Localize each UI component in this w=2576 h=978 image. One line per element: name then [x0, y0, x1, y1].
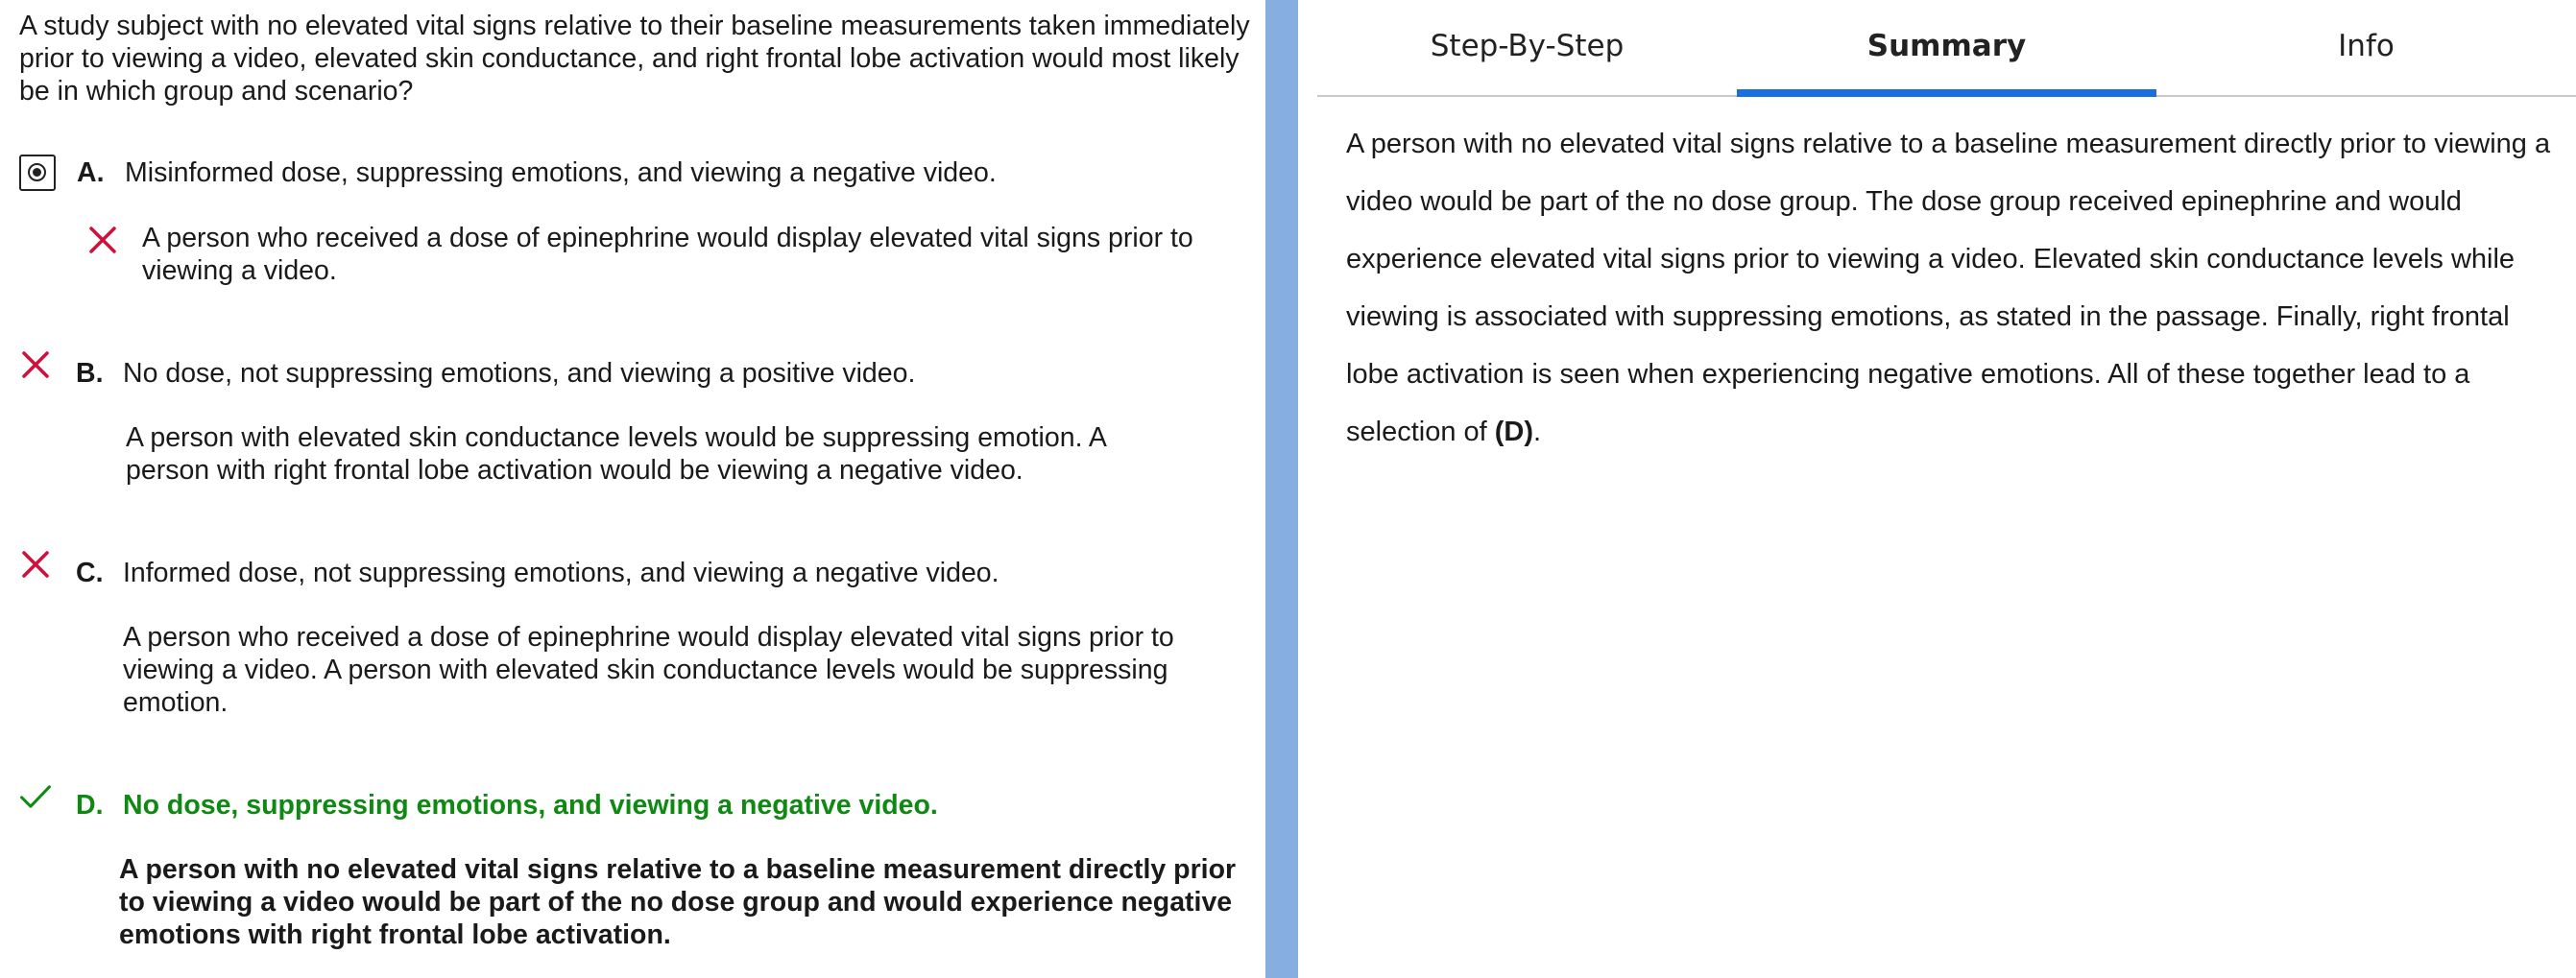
- check-mark-icon: [19, 780, 52, 813]
- choice-a-letter: A.: [77, 157, 105, 188]
- explanation-pane: [1298, 0, 2576, 978]
- choice-c-text[interactable]: Informed dose, not suppressing emotions, and viewing a negative video.: [123, 558, 999, 588]
- x-mark-icon: [19, 548, 52, 581]
- question-text: A study subject with no elevated vital signs relative to their baseline measurements taken immediately prior to viewing a video, elevated skin conductance, and right frontal lobe activation would most likely be in which group and scenario?: [19, 11, 1250, 107]
- choice-d-explanation: A person with no elevated vital signs relative to a baseline measurement directly prior to viewing a video would be part of the no dose group and would experience negative emotions with right frontal lobe activation.: [119, 854, 1237, 950]
- choice-a-text[interactable]: Misinformed dose, suppressing emotions, and viewing a negative video.: [125, 157, 997, 188]
- choice-c-explanation: A person who received a dose of epinephrine would display elevated vital signs prior to viewing a video. A person with elevated skin conductance levels would be suppressing emotion.: [123, 622, 1174, 718]
- choice-a-explanation: A person who received a dose of epinephrine would display elevated vital signs prior to viewing a video.: [142, 223, 1193, 286]
- tab-bar: [1317, 0, 2576, 97]
- tab-summary[interactable]: Summary: [1866, 29, 2027, 63]
- question-pane: [0, 0, 1265, 978]
- choice-b-explanation: A person with elevated skin conductance levels would be suppressing emotion. A person with right frontal lobe activation would be viewing a negative video.: [126, 422, 1106, 486]
- choice-b-letter: B.: [76, 358, 104, 389]
- tab-info[interactable]: Info: [2338, 29, 2395, 63]
- x-mark-icon: [19, 348, 52, 381]
- choice-b-text[interactable]: No dose, not suppressing emotions, and viewing a positive video.: [123, 358, 916, 389]
- radio-selected-icon[interactable]: [19, 155, 56, 191]
- choice-d-text[interactable]: No dose, suppressing emotions, and viewing a negative video.: [123, 790, 938, 821]
- choice-c-letter: C.: [76, 558, 104, 588]
- active-tab-indicator: [1737, 89, 2156, 97]
- tab-step-by-step[interactable]: Step-By-Step: [1430, 29, 1625, 63]
- choice-d-letter: D.: [76, 790, 104, 821]
- pane-divider[interactable]: [1265, 0, 1298, 978]
- summary-end: .: [1533, 417, 1542, 447]
- summary-body: A person with no elevated vital signs relative to a baseline measurement directly prior to viewing a video would be part of the no dose group. The dose group received epinephrine and would experience elevated vital signs prior to viewing a video. Elevated skin conductance levels while viewing is associated with suppressing emotions, as stated in the passage. Finally, right frontal lobe activation is seen when experiencing negative emotions. All of these together lead to a selection of: [1346, 129, 2551, 447]
- summary-text: [1346, 115, 2565, 461]
- summary-answer: (D): [1494, 417, 1534, 447]
- x-mark-icon: [86, 224, 119, 256]
